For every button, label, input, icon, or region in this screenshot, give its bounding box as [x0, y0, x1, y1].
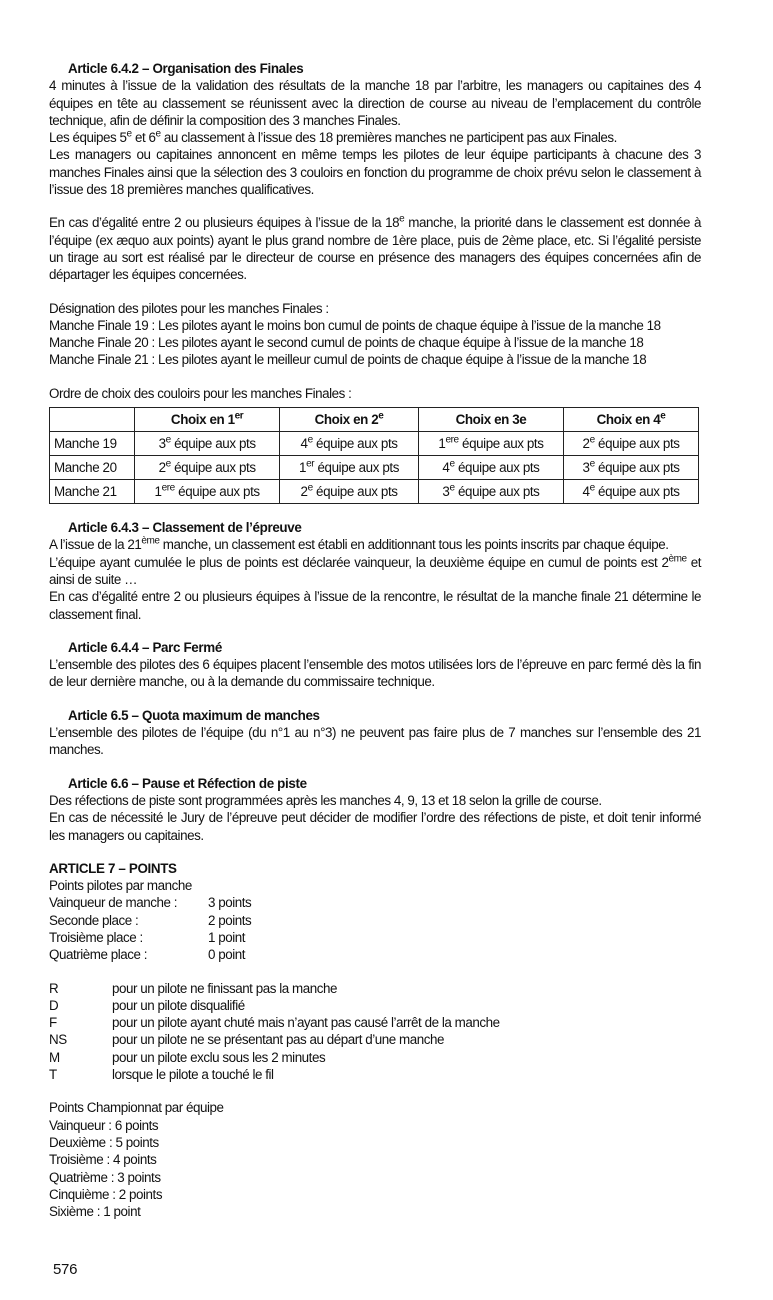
- table-row: [50, 432, 699, 456]
- table-header: Choix en 1er: [135, 408, 280, 432]
- code-row: D pour un pilote disqualifié: [49, 997, 245, 1013]
- paragraph: L’équipe ayant cumulée le plus de points est déclarée vainqueur, la deuxième équipe en cumul de points est 2ème et ainsi de suite …: [49, 553, 702, 587]
- table-cell: 1ere équipe aux pts: [418, 432, 563, 456]
- table-cell: 3e équipe aux pts: [564, 456, 699, 480]
- heading-article-6-5: Article 6.5 – Quota maximum de manches: [68, 707, 320, 723]
- paragraph: En cas d’égalité entre 2 ou plusieurs équipes à l’issue de la 18e manche, la priorité dans le classement est donnée à l’équipe (ex æquo aux points) ayant le plus grand nombre de 1ère place, puis de 2ème place, etc. Si l’égalité persiste un tirage au sort est réalisé par le directeur de course en présence des managers des équipes concernées afin de départager les équipes concernées.: [49, 213, 701, 283]
- table-cell: Manche 19: [50, 432, 135, 456]
- code-row: M pour un pilote exclu sous les 2 minutes: [49, 1049, 326, 1065]
- paragraph: Ordre de choix des couloirs pour les manches Finales :: [49, 385, 352, 401]
- paragraph: Les managers ou capitaines annoncent en même temps les pilotes de leur équipe participants à chacune des 3 manches Finales ainsi que la sélection des 3 couloirs en fonction du programme de choix prévu selon le classement à l’issue des 18 premières manches qualificatives.: [49, 147, 701, 198]
- table-cell: 4e équipe aux pts: [418, 456, 563, 480]
- paragraph: En cas de nécessité le Jury de l’épreuve peut décider de modifier l’ordre des réfections de piste, et doit tenir informé les managers ou capitaines.: [49, 810, 701, 843]
- points-subtitle: Points pilotes par manche: [49, 878, 192, 894]
- list-item: Vainqueur : 6 points: [49, 1117, 159, 1133]
- table-cell: 2e équipe aux pts: [135, 456, 280, 480]
- list-item: Sixième : 1 point: [49, 1204, 141, 1220]
- table-cell: 4e équipe aux pts: [280, 432, 419, 456]
- table-header: Choix en 3e: [418, 408, 563, 432]
- code-row: F pour un pilote ayant chuté mais n’ayant pas causé l’arrêt de la manche: [49, 1015, 500, 1031]
- table-cell: 2e équipe aux pts: [280, 480, 419, 504]
- table-header: Choix en 4e: [564, 408, 699, 432]
- list-item: Deuxième : 5 points: [49, 1134, 159, 1150]
- list-item: Manche Finale 19 : Les pilotes ayant le moins bon cumul de points de chaque équipe à l’issue de la manche 18: [49, 317, 661, 333]
- page-number: 576: [53, 1261, 78, 1278]
- table-header: Choix en 2e: [280, 408, 419, 432]
- table-cell: 3e équipe aux pts: [418, 480, 563, 504]
- team-points-title: Points Championnat par équipe: [49, 1100, 224, 1116]
- table-cell: 1ere équipe aux pts: [135, 480, 280, 504]
- list-item: Manche Finale 20 : Les pilotes ayant le second cumul de points de chaque équipe à l’issue de la manche 18: [49, 335, 644, 351]
- points-row: Troisième place : 1 point: [49, 929, 246, 945]
- paragraph: Des réfections de piste sont programmées après les manches 4, 9, 13 et 18 selon la grille de course.: [49, 792, 602, 808]
- code-row: T lorsque le pilote a touché le fil: [49, 1067, 274, 1083]
- table-cell: 4e équipe aux pts: [564, 480, 699, 504]
- table-header-row: [50, 408, 699, 432]
- paragraph: Les équipes 5e et 6e au classement à l’issue des 18 premières manches ne participent pas aux Finales.: [49, 128, 617, 146]
- list-item: Quatrième : 3 points: [49, 1169, 161, 1185]
- table-cell: 2e équipe aux pts: [564, 432, 699, 456]
- heading-article-6-4-4: Article 6.4.4 – Parc Fermé: [68, 639, 222, 655]
- paragraph: En cas d’égalité entre 2 ou plusieurs équipes à l’issue de la rencontre, le résultat de la manche finale 21 détermine le classement final.: [49, 589, 701, 622]
- heading-article-6-4-2: Article 6.4.2 – Organisation des Finales: [68, 61, 304, 76]
- document-page: [49, 60, 701, 1220]
- table-header-empty: [50, 408, 135, 432]
- paragraph: L’ensemble des pilotes de l’équipe (du n°1 au n°3) ne peuvent pas faire plus de 7 manches sur l’ensemble des 21 manches.: [49, 725, 701, 758]
- table-row: [50, 480, 699, 504]
- table-row: [50, 456, 699, 480]
- heading-article-6-4-3: Article 6.4.3 – Classement de l’épreuve: [68, 520, 302, 536]
- heading-article-7: ARTICLE 7 – POINTS: [49, 860, 177, 876]
- table-cell: 1er équipe aux pts: [280, 456, 419, 480]
- points-row: Vainqueur de manche : 3 points: [49, 895, 252, 911]
- paragraph: A l’issue de la 21ème manche, un classement est établi en additionnant tous les points inscrits par chaque équipe.: [49, 535, 669, 553]
- code-row: NS pour un pilote ne se présentant pas au départ d’une manche: [49, 1032, 444, 1048]
- points-row: Quatrième place : 0 point: [49, 947, 246, 963]
- table-cell: 3e équipe aux pts: [135, 432, 280, 456]
- points-row: Seconde place : 2 points: [49, 912, 252, 928]
- list-item: Cinquième : 2 points: [49, 1186, 163, 1202]
- paragraph: 4 minutes à l’issue de la validation des résultats de la manche 18 par l’arbitre, les managers ou capitaines des 4 équipes en tête au classement se réunissent avec la direction de course au niveau de l’emplacement du contrôle technique, afin de définir la composition des 3 manches Finales.: [49, 78, 701, 128]
- paragraph: Désignation des pilotes pour les manches Finales :: [49, 300, 329, 316]
- lane-choice-table: [49, 407, 699, 504]
- list-item: Troisième : 4 points: [49, 1152, 157, 1168]
- table-cell: Manche 21: [50, 480, 135, 504]
- paragraph: L’ensemble des pilotes des 6 équipes placent l’ensemble des motos utilisées lors de l’épreuve en parc fermé dès la fin de leur dernière manche, ou à la demande du commissaire technique.: [49, 657, 701, 690]
- list-item: Manche Finale 21 : Les pilotes ayant le meilleur cumul de points de chaque équipe à l’issue de la manche 18: [49, 352, 647, 368]
- table-cell: Manche 20: [50, 456, 135, 480]
- heading-article-6-6: Article 6.6 – Pause et Réfection de piste: [68, 775, 307, 791]
- code-row: R pour un pilote ne finissant pas la manche: [49, 980, 337, 996]
